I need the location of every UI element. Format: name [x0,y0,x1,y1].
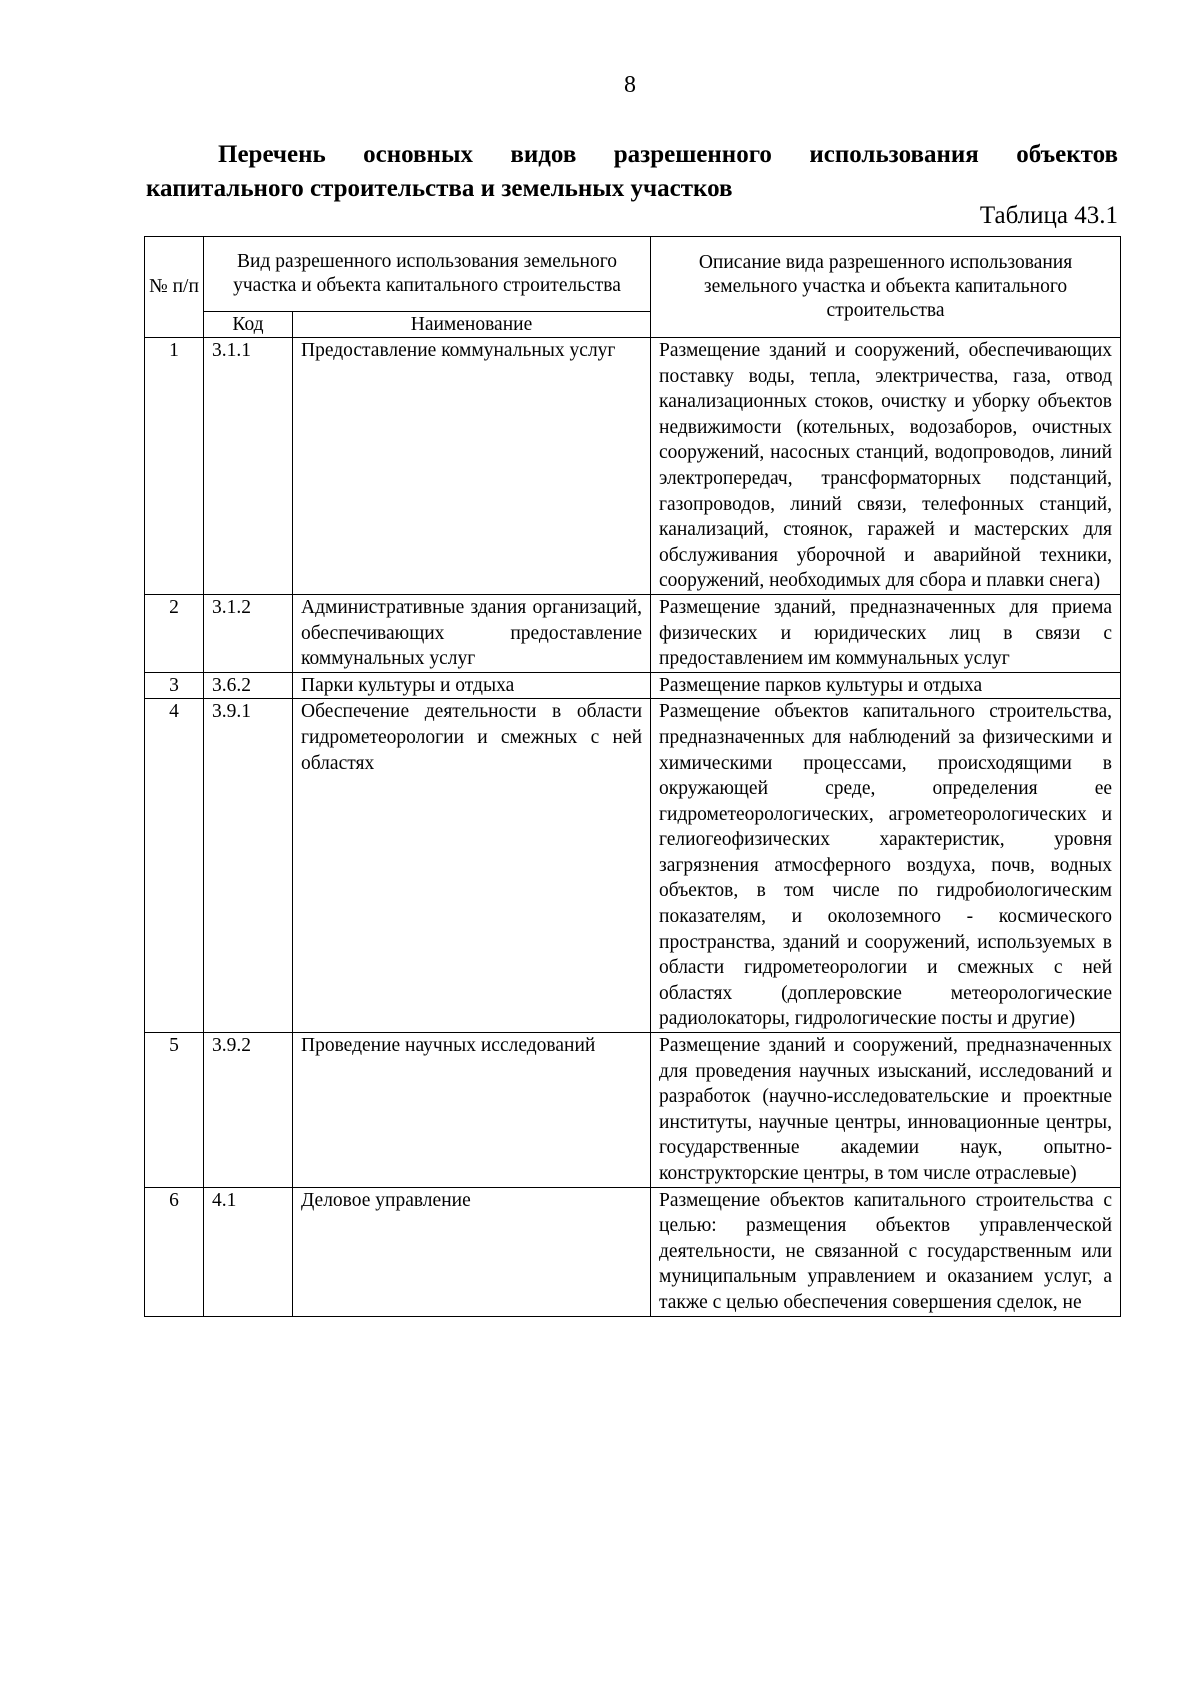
row-code: 4.1 [204,1187,293,1316]
table-row [145,1187,1121,1316]
row-number: 6 [145,1187,204,1316]
row-name: Административные здания организаций, обеспечивающих предоставление коммунальных услуг [293,594,651,672]
row-description: Размещение объектов капитального строительства, предназначенных для наблюдений за физическими и химическими процессами, происходящими в окружающей среде, определения ее гидрометеорологических, агрометеорологических и гелиогеофизических характеристик, уровня загрязнения атмосферного воздуха, почв, водных объектов, в том числе по гидробиологическим показателям, и околоземного - космического пространства, зданий и сооружений, используемых в области гидрометеорологии и смежных с ней областях (доплеровские метеорологические радиолокаторы, гидрологические посты и другие) [651,699,1121,1033]
row-name: Парки культуры и отдыха [293,672,651,699]
row-code: 3.1.1 [204,338,293,595]
table-label: Таблица 43.1 [979,202,1118,229]
row-code: 3.6.2 [204,672,293,699]
header-number: № п/п [145,237,204,338]
row-description: Размещение зданий и сооружений, обеспечивающих поставку воды, тепла, электричества, газа, отвод канализационных стоков, очистку и уборку объектов недвижимости (котельных, водозаборов, очистных сооружений, насосных станций, водопроводов, линий электропередач, трансформаторных подстанций, газопроводов, линий связи, телефонных станций, канализаций, стоянок, гаражей и мастерских для обслуживания уборочной и аварийной техники, сооружений, необходимых для сбора и плавки снега) [651,338,1121,595]
row-number: 5 [145,1033,204,1188]
row-number: 4 [145,699,204,1033]
header-description: Описание вида разрешенного использования земельного участка и объекта капитального строительства [651,237,1121,338]
row-description: Размещение парков культуры и отдыха [651,672,1121,699]
table-row [145,699,1121,1033]
table-row [145,594,1121,672]
table-row [145,1033,1121,1188]
row-number: 3 [145,672,204,699]
row-name: Обеспечение деятельности в области гидрометеорологии и смежных с ней областях [293,699,651,1033]
row-name: Проведение научных исследований [293,1033,651,1188]
header-code: Код [204,312,293,338]
table-row [145,672,1121,699]
row-description: Размещение объектов капитального строительства с целью: размещения объектов управленческой деятельности, не связанной с государственным или муниципальным управлением и оказанием услуг, а также с целью обеспечения совершения сделок, не [651,1187,1121,1316]
row-code: 3.9.2 [204,1033,293,1188]
row-description: Размещение зданий и сооружений, предназначенных для проведения научных изысканий, исследований и разработок (научно-исследовательские и проектные институты, научные центры, инновационные центры, государственные академии наук, опытно-конструкторские центры, в том числе отраслевые) [651,1033,1121,1188]
header-group: Вид разрешенного использования земельного участка и объекта капитального строительства [204,237,651,312]
row-number: 2 [145,594,204,672]
row-name: Предоставление коммунальных услуг [293,338,651,595]
row-code: 3.9.1 [204,699,293,1033]
table-row [145,338,1121,595]
page-number: 8 [624,72,636,98]
document-title: Перечень основных видов разрешенного использования объектов капитального строительства и земельных участков [146,141,1118,202]
row-number: 1 [145,338,204,595]
row-code: 3.1.2 [204,594,293,672]
land-use-table [144,236,1121,1317]
row-name: Деловое управление [293,1187,651,1316]
header-name: Наименование [293,312,651,338]
row-description: Размещение зданий, предназначенных для приема физических и юридических лиц в связи с предоставлением им коммунальных услуг [651,594,1121,672]
